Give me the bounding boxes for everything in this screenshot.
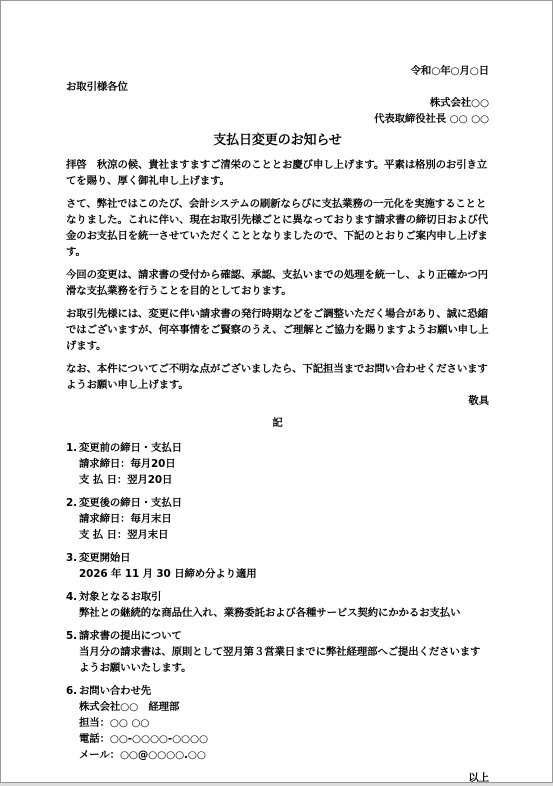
item-line: 株式会社○○ 経理部 <box>79 701 180 713</box>
detail-item-3 <box>66 550 489 582</box>
paragraph-purpose: 今回の変更は、請求書の受付から確認、承認、支払いまでの処理を統一し、より正確かつ円滑な支払業務を行うことを目的としております。 <box>66 269 488 297</box>
item-heading: お問い合わせ先 <box>79 685 152 697</box>
ijou: 以上 <box>468 772 489 784</box>
item-line: 弊社との継続的な商品仕入れ、業務委託および各種サービス契約にかかるお支払い <box>79 607 461 619</box>
item-number: 6. <box>66 685 77 697</box>
detail-item-1 <box>66 440 489 488</box>
item-line: 担当：○○ ○○ <box>79 717 150 729</box>
item-number: 5. <box>66 630 77 642</box>
detail-item-5 <box>66 628 489 676</box>
item-number: 3. <box>66 552 77 564</box>
item-line: 請求締日：毎月末日 <box>79 513 172 525</box>
paragraph-request: お取引先様には、変更に伴い請求書の発行時期などをご調整いただく場合があり、誠に恐縮ではございますが、何卒事情をご賢察のうえ、ご理解とご協力を賜りますようお願い申し上げます。 <box>66 308 489 352</box>
item-line: 請求締日：毎月20日 <box>79 458 176 470</box>
item-number: 2. <box>66 497 77 509</box>
keigu: 敬具 <box>468 395 489 407</box>
item-heading: 請求書の提出について <box>79 630 182 642</box>
item-line: メール：○○@○○○○.○○ <box>79 749 206 761</box>
paragraph-background: さて、弊社ではこのたび、会計システムの刷新ならびに支払業務の一元化を実施することとなりました。これに伴い、現在お取引先様ごとに異なっております請求書の締切日および代金のお支払日を統一させていただくこととなりましたので、下記のとおりご案内申し上げます。 <box>66 198 488 258</box>
paragraph-contact: なお、本件についてご不明な点がございましたら、下記担当までお問い合わせくださいますようお願い申し上げます。 <box>66 363 488 391</box>
item-heading: 変更開始日 <box>79 552 131 564</box>
document-title: 支払日変更のお知らせ <box>213 133 342 148</box>
document-date: 令和○年○月○日 <box>410 65 489 77</box>
item-heading: 対象となるお取引 <box>79 591 162 603</box>
item-line: 2026 年 11 月 30 日締め分より適用 <box>79 568 257 580</box>
paragraph-greeting: 拝啓 秋涼の候、貴社ますますご清栄のこととお慶び申し上げます。平素は格別のお引き立てを賜り、厚く御礼申し上げます。 <box>66 159 488 187</box>
ki-heading: 記 <box>272 417 283 429</box>
detail-list <box>66 440 489 763</box>
item-line: 支 払 日：翌月20日 <box>79 474 173 486</box>
item-heading: 変更後の締日・支払日 <box>79 497 182 509</box>
sender-representative: 代表取締役社長 ○○ ○○ <box>374 113 489 125</box>
detail-item-6 <box>66 683 489 763</box>
item-number: 1. <box>66 442 77 454</box>
item-line: 支 払 日：翌月末日 <box>79 529 169 541</box>
item-line: 電話：○○-○○○○-○○○○ <box>79 733 208 745</box>
sender-company: 株式会社○○ <box>429 97 489 109</box>
item-line: 当月分の請求書は、原則として翌月第３営業日までに弊社経理部へご提出くださいますようお願いいたします。 <box>79 646 481 674</box>
recipient: お取引様各位 <box>66 81 128 93</box>
item-heading: 変更前の締日・支払日 <box>79 442 182 454</box>
item-number: 4. <box>66 591 77 603</box>
detail-item-2 <box>66 495 489 543</box>
document-content <box>66 63 489 786</box>
detail-item-4 <box>66 589 489 621</box>
